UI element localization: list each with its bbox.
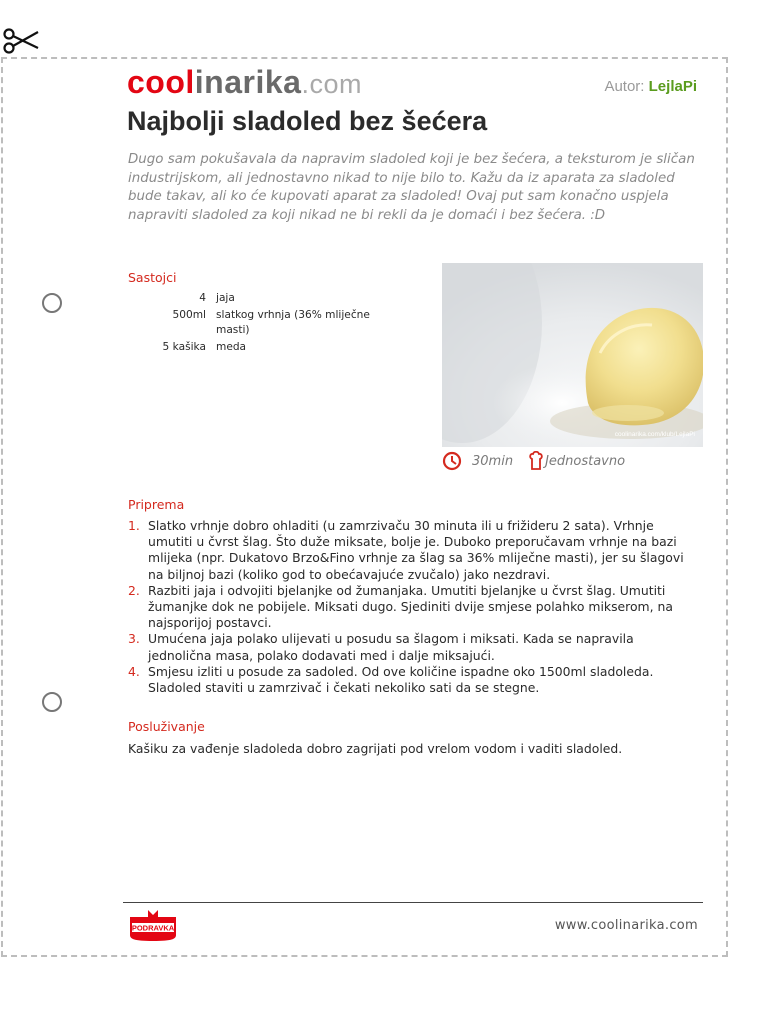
step-item: [128, 583, 694, 632]
step-item: [128, 631, 694, 663]
clock-icon: [442, 451, 462, 471]
scissors-icon: [2, 26, 42, 56]
author-line: [604, 78, 697, 95]
preparation-steps: [128, 518, 694, 696]
recipe-meta: [442, 451, 625, 471]
step-text: Smjesu izliti u posude za sadoled. Od ove količine ispadne oko 1500ml sladoleda. Sladoled staviti u zamrzivač i čekati nekoliko sati da se stegne.: [148, 663, 654, 696]
binder-hole-bottom: [42, 692, 62, 712]
footer-divider: [123, 902, 703, 903]
chef-hat-icon: [529, 451, 543, 471]
step-number: 4.: [128, 663, 140, 679]
recipe-title: Najbolji sladoled bez šećera: [127, 106, 488, 136]
author-label: Autor:: [604, 78, 645, 95]
ingredient-row: [128, 291, 393, 306]
author-name[interactable]: LejlaPi: [648, 78, 697, 95]
site-url[interactable]: www.coolinarika.com: [554, 918, 698, 933]
recipe-intro: Dugo sam pokušavala da napravim sladoled koji je bez šećera, a teksturom je sličan industrijskom, ali jednostavno nikad to nije bilo to. Kažu da iz aparata za sladoled bude takav, ali ko će kupovati aparat za sladoled! Ovaj put sam konačno uspjela napraviti sladoled za koji nikad ne bi rekli da je domaći i bez šećera. :D: [128, 152, 695, 223]
serving-heading: Posluživanje: [128, 719, 205, 734]
podravka-logo-text: PODRAVKA: [131, 923, 175, 933]
step-item: [128, 518, 694, 583]
photo-credit: coolinarika.com/klub/LejlaPi: [614, 431, 695, 438]
ingredient-row: [128, 308, 393, 338]
ingredients-list: [128, 291, 393, 357]
preparation-heading: Priprema: [128, 497, 185, 512]
serving-text: Kašiku za vađenje sladoleda dobro zagrijati pod vrelom vodom i vaditi sladoled.: [128, 741, 623, 756]
ingredient-row: [128, 340, 393, 355]
ice-cream-bowl-image: [442, 263, 703, 447]
ingredient-name: jaja: [216, 292, 235, 304]
coolinarika-logo: coolinarika.com: [127, 64, 362, 100]
difficulty: Jednostavno: [545, 453, 626, 469]
prep-time: 30min: [472, 453, 514, 469]
step-number: 2.: [128, 582, 140, 598]
step-text: Slatko vrhnje dobro ohladiti (u zamrzivaču 30 minuta ili u frižideru 2 sata). Vrhnje umutiti u čvrst šlag. Što duže miksate, bolje je. Duboko preporučavam vrhnje na bazi mlijeka (npr. Dukatovo Brzo&Fino vrhnje za šlag sa 36% mliječne masti), jer su šlagovi na biljnoj bazi (koliko god to obećavajuće zvučalo) jako nezdravi.: [148, 518, 684, 582]
step-text: Umućena jaja polako ulijevati u posudu sa šlagom i miksati. Kada se napravila jednolična masa, polako dodavati med i dalje miksajući.: [148, 631, 634, 663]
ingredients-heading: Sastojci: [128, 270, 177, 285]
podravka-logo: [126, 909, 180, 943]
ingredient-quantity: 5 kašika: [162, 341, 206, 353]
step-text: Razbiti jaja i odvojiti bjelanjke od žumanjaka. Umutiti bjelanjke u čvrst šlag. Umutiti žumanjke dok ne pobijele. Miksati dugo. Sjediniti dvije smjese polahko mikserom, na najsporijoj postavci.: [148, 582, 673, 631]
recipe-photo: [442, 263, 703, 447]
ingredient-quantity: 500ml: [172, 309, 206, 321]
ingredient-name: meda: [216, 341, 247, 353]
binder-hole-top: [42, 293, 62, 313]
step-number: 3.: [128, 631, 140, 647]
ingredient-name: slatkog vrhnja (36% mliječne masti): [216, 309, 370, 336]
step-item: [128, 664, 694, 696]
ingredient-quantity: 4: [199, 292, 206, 304]
step-number: 1.: [128, 518, 140, 533]
